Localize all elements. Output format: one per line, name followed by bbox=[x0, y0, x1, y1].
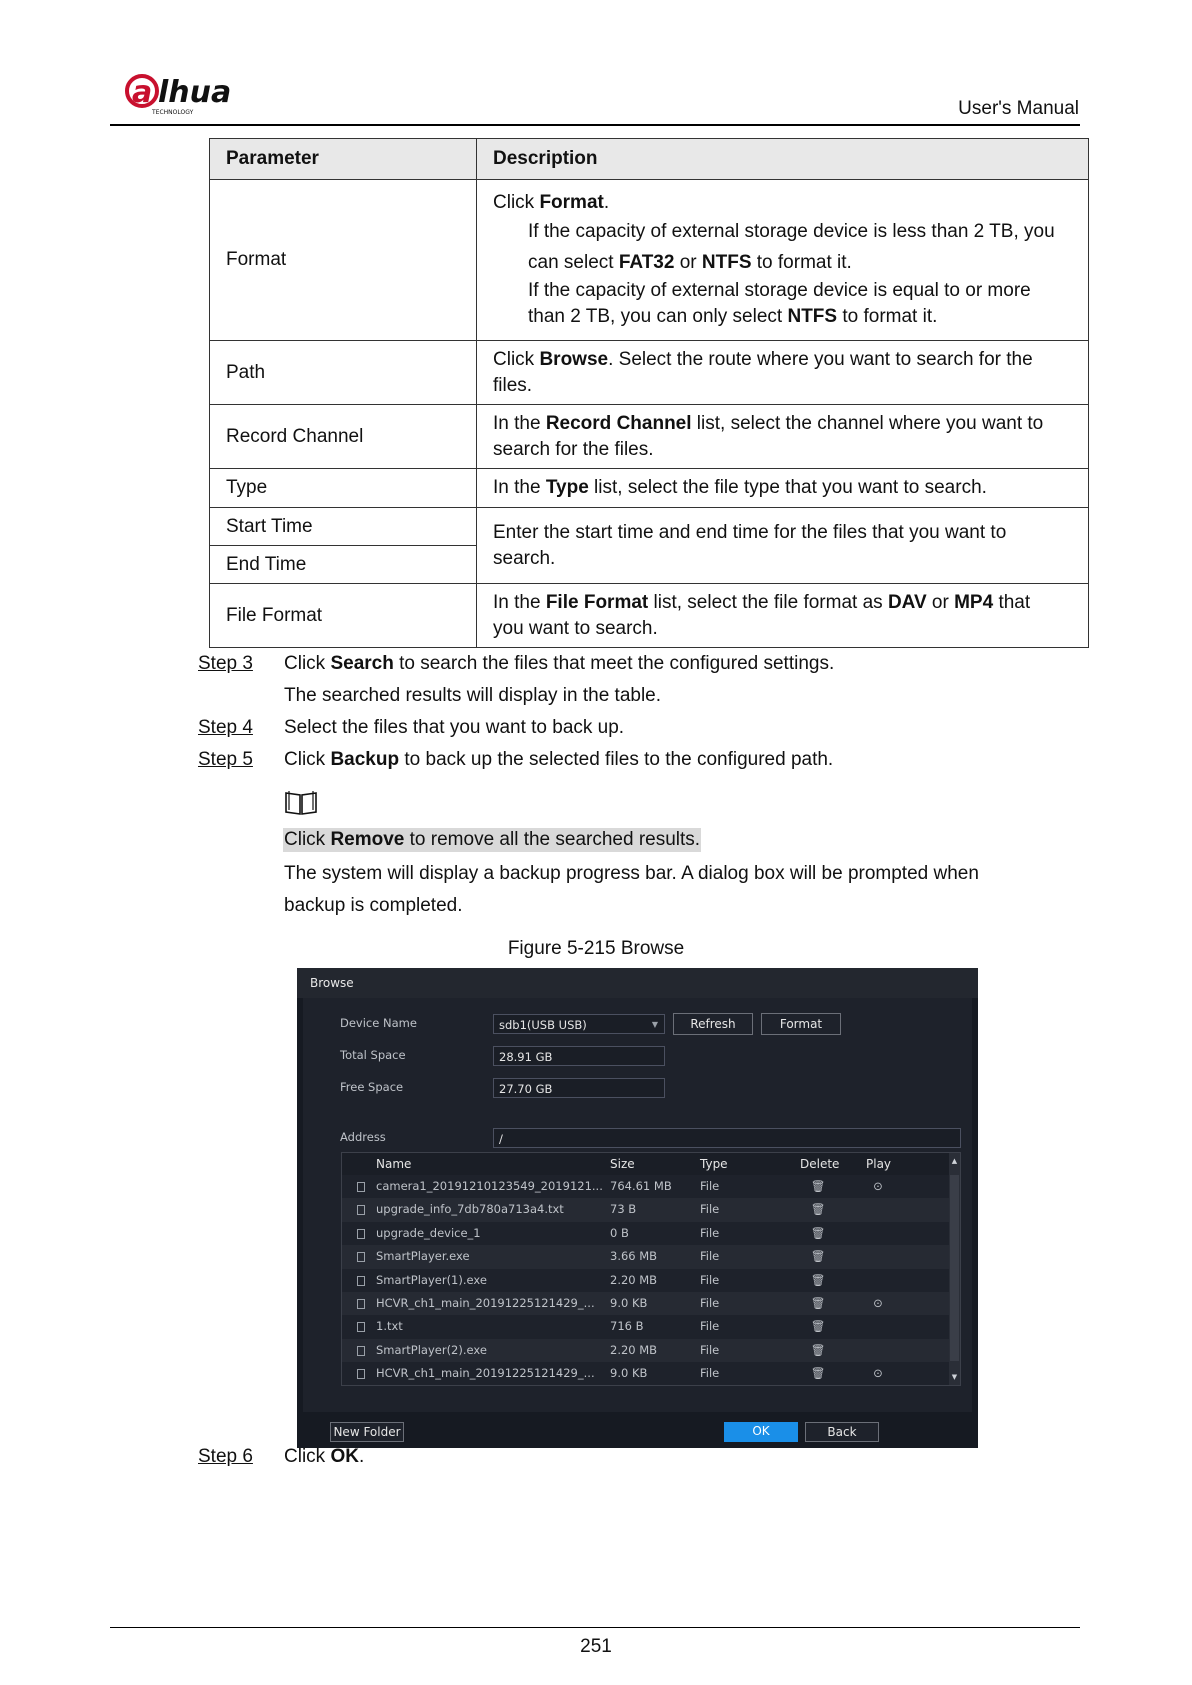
file-row[interactable] bbox=[342, 1245, 960, 1268]
file-size: 9.0 KB bbox=[610, 1366, 648, 1381]
file-type: File bbox=[700, 1249, 720, 1264]
desc-time: Enter the start time and end time for the files that you want to search. bbox=[477, 508, 1089, 584]
file-row[interactable] bbox=[342, 1175, 960, 1198]
file-name: HCVR_ch1_main_20191225121429_... bbox=[376, 1295, 595, 1310]
file-size: 3.66 MB bbox=[610, 1249, 658, 1264]
file-name: HCVR_ch1_main_20191225121429_... bbox=[376, 1366, 595, 1381]
file-icon bbox=[357, 1276, 365, 1286]
figure-caption: Figure 5-215 Browse bbox=[507, 938, 685, 959]
file-icon bbox=[357, 1205, 365, 1215]
new-folder-button[interactable]: New Folder bbox=[330, 1422, 404, 1442]
param-path: Path bbox=[210, 341, 477, 405]
footer-rule bbox=[110, 1627, 1080, 1628]
address-input[interactable]: / bbox=[493, 1128, 961, 1148]
file-name: SmartPlayer(2).exe bbox=[376, 1342, 487, 1357]
file-name: SmartPlayer.exe bbox=[376, 1249, 470, 1264]
play-icon[interactable]: ⊙ bbox=[873, 1179, 883, 1193]
trash-icon[interactable]: 🗑 bbox=[810, 1319, 826, 1334]
scroll-up-icon[interactable]: ▲ bbox=[951, 1157, 958, 1165]
note-text: Click Remove to remove all the searched results. bbox=[284, 829, 701, 850]
file-icon bbox=[357, 1346, 365, 1356]
step-5-label: Step 5 bbox=[198, 749, 253, 770]
file-type: File bbox=[700, 1179, 720, 1193]
desc-type: In the Type list, select the file type that you want to search. bbox=[477, 469, 1089, 508]
address-label: Address bbox=[340, 1130, 386, 1144]
desc-path: Click Browse. Select the route where you want to search for the files. bbox=[477, 341, 1089, 405]
param-end-time: End Time bbox=[210, 546, 477, 584]
svg-text:a: a bbox=[132, 75, 153, 110]
file-list-header bbox=[342, 1153, 960, 1175]
backup-complete-text: backup is completed. bbox=[284, 895, 463, 916]
file-rows bbox=[342, 1175, 960, 1386]
step-5 bbox=[0, 744, 1192, 776]
file-name: upgrade_info_7db780a713a4.txt bbox=[376, 1202, 564, 1217]
refresh-button[interactable]: Refresh bbox=[673, 1013, 753, 1035]
file-name: camera1_20191210123549_2019121... bbox=[376, 1179, 603, 1193]
step-3 bbox=[0, 648, 1192, 712]
file-size: 716 B bbox=[610, 1319, 644, 1334]
note-book-icon bbox=[284, 790, 318, 816]
free-space-value: 27.70 GB bbox=[493, 1078, 665, 1098]
manual-label: User's Manual bbox=[958, 98, 1079, 119]
table-row-start-time bbox=[210, 508, 1089, 546]
file-type: File bbox=[700, 1225, 720, 1240]
svg-text:TECHNOLOGY: TECHNOLOGY bbox=[152, 109, 194, 116]
col-play: Play bbox=[866, 1157, 892, 1171]
trash-icon[interactable]: 🗑 bbox=[810, 1202, 826, 1217]
file-icon bbox=[357, 1369, 365, 1379]
table-row-file-format bbox=[210, 584, 1089, 648]
file-row[interactable] bbox=[342, 1198, 960, 1221]
col-size: Size bbox=[610, 1157, 635, 1171]
file-size: 0 B bbox=[610, 1225, 629, 1240]
file-row[interactable] bbox=[342, 1339, 960, 1362]
step-6-label: Step 6 bbox=[198, 1446, 253, 1467]
format-button[interactable]: Format bbox=[761, 1013, 841, 1035]
header-rule bbox=[110, 124, 1080, 126]
trash-icon[interactable]: 🗑 bbox=[810, 1295, 826, 1310]
file-type: File bbox=[700, 1319, 720, 1334]
trash-icon[interactable]: 🗑 bbox=[810, 1342, 826, 1357]
param-start-time: Start Time bbox=[210, 508, 477, 546]
dialog-title: Browse bbox=[297, 968, 978, 998]
trash-icon[interactable]: 🗑 bbox=[810, 1272, 826, 1287]
file-type: File bbox=[700, 1272, 720, 1287]
file-row[interactable] bbox=[342, 1315, 960, 1338]
table-header-row bbox=[210, 139, 1089, 180]
file-icon bbox=[357, 1322, 365, 1332]
trash-icon[interactable]: 🗑 bbox=[810, 1249, 826, 1264]
file-size: 73 B bbox=[610, 1202, 637, 1217]
table-row-type bbox=[210, 469, 1089, 508]
backup-progress-text: The system will display a backup progress bar. A dialog box will be prompted when bbox=[284, 863, 979, 884]
dahua-logo bbox=[122, 72, 262, 116]
back-button[interactable]: Back bbox=[805, 1422, 879, 1442]
step-6 bbox=[0, 1441, 1192, 1473]
desc-record-channel: In the Record Channel list, select the channel where you want to search for the files. bbox=[477, 405, 1089, 469]
file-row[interactable] bbox=[342, 1269, 960, 1292]
param-record-channel: Record Channel bbox=[210, 405, 477, 469]
desc-file-format: In the File Format list, select the file format as DAV or MP4 that you want to search. bbox=[477, 584, 1089, 648]
table-row-format bbox=[210, 180, 1089, 341]
file-icon bbox=[357, 1182, 365, 1192]
param-type: Type bbox=[210, 469, 477, 508]
parameter-table bbox=[209, 138, 1089, 648]
file-row[interactable] bbox=[342, 1362, 960, 1385]
trash-icon[interactable]: 🗑 bbox=[810, 1366, 826, 1381]
table-row-path bbox=[210, 341, 1089, 405]
file-size: 2.20 MB bbox=[610, 1272, 658, 1287]
step-3-label: Step 3 bbox=[198, 653, 253, 674]
table-row-record-channel bbox=[210, 405, 1089, 469]
file-row[interactable] bbox=[342, 1222, 960, 1245]
col-delete: Delete bbox=[800, 1157, 840, 1171]
step-3-result: The searched results will display in the table. bbox=[284, 685, 662, 706]
file-type: File bbox=[700, 1342, 720, 1357]
file-name: upgrade_device_1 bbox=[376, 1225, 481, 1240]
file-name: SmartPlayer(1).exe bbox=[376, 1272, 487, 1287]
parameter-header: Parameter bbox=[210, 139, 477, 180]
file-icon bbox=[357, 1299, 365, 1309]
step-4-label: Step 4 bbox=[198, 717, 253, 738]
svg-text:lhua: lhua bbox=[158, 75, 232, 110]
file-size: 764.61 MB bbox=[610, 1179, 672, 1193]
free-space-label: Free Space bbox=[340, 1080, 404, 1094]
total-space-label: Total Space bbox=[340, 1048, 406, 1062]
play-icon[interactable]: ⊙ bbox=[873, 1295, 883, 1310]
col-type: Type bbox=[700, 1157, 728, 1171]
file-icon bbox=[357, 1252, 365, 1262]
scroll-down-icon[interactable]: ▼ bbox=[951, 1373, 958, 1381]
file-icon bbox=[357, 1229, 365, 1239]
trash-icon[interactable]: 🗑 bbox=[810, 1179, 826, 1193]
trash-icon[interactable]: 🗑 bbox=[810, 1225, 826, 1240]
file-row[interactable] bbox=[342, 1292, 960, 1315]
step-6-text: Click OK. bbox=[284, 1446, 365, 1467]
file-list-table bbox=[341, 1152, 961, 1386]
dialog-body bbox=[303, 998, 972, 1412]
play-icon[interactable]: ⊙ bbox=[873, 1366, 883, 1381]
device-name-select[interactable]: sdb1(USB USB) ▼ bbox=[493, 1014, 665, 1034]
total-space-value: 28.91 GB bbox=[493, 1046, 665, 1066]
step-4 bbox=[0, 712, 1192, 744]
file-size: 9.0 KB bbox=[610, 1295, 648, 1310]
file-type: File bbox=[700, 1295, 720, 1310]
file-name: 1.txt bbox=[376, 1319, 403, 1334]
file-size: 2.20 MB bbox=[610, 1342, 658, 1357]
device-name-label: Device Name bbox=[340, 1016, 417, 1030]
step-4-text: Select the files that you want to back up. bbox=[284, 717, 625, 738]
file-type: File bbox=[700, 1366, 720, 1381]
param-file-format: File Format bbox=[210, 584, 477, 648]
page-number: 251 bbox=[580, 1636, 612, 1657]
browse-dialog bbox=[297, 968, 978, 1448]
description-header: Description bbox=[477, 139, 1089, 180]
step-3-text: Click Search to search the files that meet the configured settings. bbox=[284, 653, 835, 674]
file-list-scrollbar[interactable] bbox=[949, 1153, 960, 1385]
desc-format: Click Format. If the capacity of external storage device is less than 2 TB, you can select FAT32 or NTFS to format it. If the capacity of external storage device is equal to or more than 2 TB, you can only select NTFS to format it. bbox=[477, 180, 1089, 341]
param-format: Format bbox=[210, 180, 477, 341]
scroll-thumb[interactable] bbox=[950, 1175, 959, 1361]
file-type: File bbox=[700, 1202, 720, 1217]
step-5-text: Click Backup to back up the selected files to the configured path. bbox=[284, 749, 834, 770]
ok-button[interactable]: OK bbox=[724, 1422, 798, 1442]
chevron-down-icon: ▼ bbox=[651, 1020, 658, 1029]
col-name: Name bbox=[376, 1157, 412, 1171]
